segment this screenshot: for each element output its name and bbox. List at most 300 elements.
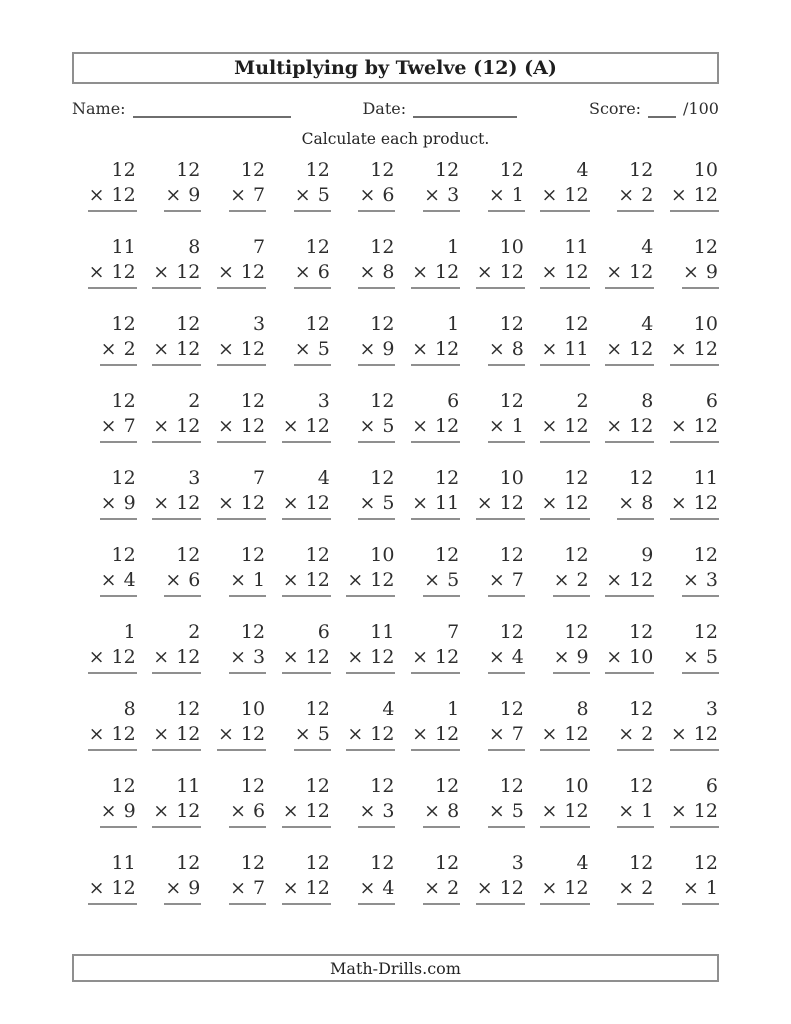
multiplication-problem [88, 697, 137, 774]
multiplier: 3 [705, 569, 718, 592]
multiplier-row [540, 876, 589, 905]
multiplier: 12 [693, 492, 718, 515]
multiplier-row [476, 491, 525, 520]
multiplication-problem [488, 543, 525, 620]
multiplicand: 12 [176, 159, 201, 181]
multiplicand: 12 [693, 852, 718, 874]
multiplication-problem [294, 697, 331, 774]
multiplicand: 6 [447, 390, 460, 412]
multiplicand: 12 [305, 159, 330, 181]
multiplier-row [100, 799, 137, 828]
multiplication-problem [670, 697, 719, 774]
multiplication-problem [682, 235, 719, 312]
multiplication-problem [423, 543, 460, 620]
multiplicand: 8 [641, 390, 654, 412]
multiplicand: 12 [370, 467, 395, 489]
answer-space [553, 597, 590, 615]
answer-space [488, 597, 525, 615]
multiplier: 12 [693, 723, 718, 746]
multiplicand: 12 [305, 852, 330, 874]
multiplicand: 12 [435, 159, 460, 181]
answer-space [152, 828, 201, 846]
multiplier: 12 [240, 492, 266, 515]
multiplier: 5 [382, 415, 395, 438]
answer-space [229, 212, 266, 230]
multiply-icon: × [606, 646, 623, 669]
multiplication-problem [229, 543, 266, 620]
multiplier: 6 [253, 800, 266, 823]
multiplier: 12 [499, 877, 524, 900]
name-field [72, 99, 291, 118]
multiplier-row [294, 337, 331, 366]
multiplication-problem [100, 312, 137, 389]
multiply-icon: × [476, 261, 493, 284]
answer-space [358, 289, 395, 307]
multiplier: 12 [564, 261, 589, 284]
answer-space [217, 443, 266, 461]
score-total: /100 [683, 99, 719, 118]
multiplier-row [164, 568, 201, 597]
multiplication-problem [670, 312, 719, 389]
multiplier: 12 [499, 261, 524, 284]
answer-space [100, 366, 137, 384]
multiplicand: 12 [435, 852, 460, 874]
multiply-icon: × [282, 492, 299, 515]
multiplicand: 10 [499, 236, 524, 258]
multiplicand: 3 [188, 467, 201, 489]
answer-space [294, 212, 331, 230]
multiplicand: 12 [564, 621, 589, 643]
multiplication-problem [476, 235, 525, 312]
multiplicand: 12 [499, 159, 524, 181]
multiplicand: 12 [240, 621, 266, 643]
multiply-icon: × [230, 646, 246, 669]
multiply-icon: × [294, 261, 311, 284]
multiplier: 12 [370, 723, 395, 746]
multiplier: 8 [447, 800, 460, 823]
answer-space [411, 751, 460, 769]
multiplier-row [346, 722, 395, 751]
answer-space [229, 828, 266, 846]
multiply-icon: × [100, 492, 117, 515]
multiplication-problem [152, 312, 201, 389]
multiplier-row [670, 414, 719, 443]
multiplier: 12 [305, 492, 330, 515]
multiplier-row [217, 337, 266, 366]
multiplicand: 10 [693, 313, 718, 335]
multiplication-problem [88, 158, 137, 235]
multiplication-problem [540, 697, 589, 774]
multiplication-problem [605, 389, 654, 466]
multiplication-problem [88, 235, 137, 312]
multiplication-problem [358, 312, 395, 389]
multiplication-problem [411, 235, 460, 312]
multiply-icon: × [282, 877, 299, 900]
multiply-icon: × [412, 492, 428, 515]
multiplicand: 12 [305, 544, 330, 566]
multiplier: 12 [564, 415, 589, 438]
multiplier: 2 [641, 877, 654, 900]
multiplier: 7 [511, 723, 524, 746]
multiplier-row [540, 260, 589, 289]
answer-space [152, 289, 201, 307]
multiplier-row [488, 414, 525, 443]
multiplication-problem [229, 158, 266, 235]
multiplication-problem [423, 158, 460, 235]
multiplication-problem [540, 466, 589, 543]
answer-space [229, 674, 266, 692]
multiplier-row [152, 414, 201, 443]
multiplier: 12 [240, 338, 266, 361]
multiplier: 12 [176, 800, 201, 823]
answer-space [540, 751, 589, 769]
answer-space [476, 520, 525, 538]
multiplier-row [605, 414, 654, 443]
multiplicand: 3 [253, 313, 266, 335]
multiplier: 12 [629, 415, 654, 438]
multiplier: 12 [111, 646, 136, 669]
answer-space [100, 828, 137, 846]
multiplier: 6 [317, 261, 330, 284]
multiply-icon: × [488, 569, 505, 592]
multiplier-row [358, 799, 395, 828]
multiplier-row [670, 337, 719, 366]
multiplication-problem [358, 389, 395, 466]
multiply-icon: × [282, 415, 299, 438]
multiply-icon: × [347, 569, 364, 592]
multiplier: 12 [111, 877, 136, 900]
multiplier: 7 [253, 184, 266, 207]
multiplier: 12 [435, 338, 460, 361]
multiplication-problem [411, 697, 460, 774]
answer-space [217, 366, 266, 384]
answer-space [670, 443, 719, 461]
multiplication-problem [553, 543, 590, 620]
multiplicand: 1 [447, 236, 460, 258]
multiplier: 11 [564, 338, 589, 361]
multiplier-row [152, 337, 201, 366]
multiplication-problem [229, 851, 266, 928]
answer-space [682, 674, 719, 692]
multiplier-row [423, 799, 460, 828]
answer-space [670, 520, 719, 538]
multiplicand: 1 [447, 698, 460, 720]
multiplicand: 12 [370, 390, 395, 412]
answer-space [682, 597, 719, 615]
multiplication-problem [682, 620, 719, 697]
multiplicand: 3 [317, 390, 330, 412]
answer-space [423, 905, 460, 923]
multiply-icon: × [618, 800, 635, 823]
multiplier: 12 [499, 492, 524, 515]
answer-space [488, 212, 525, 230]
multiply-icon: × [488, 646, 505, 669]
answer-space [488, 751, 525, 769]
answer-space [100, 597, 137, 615]
multiplier: 12 [240, 261, 266, 284]
answer-space [670, 751, 719, 769]
multiplication-problem [488, 389, 525, 466]
multiplication-problem [358, 466, 395, 543]
multiplier-row [617, 876, 654, 905]
multiplier-row [100, 337, 137, 366]
multiplier-row [152, 799, 201, 828]
multiplication-problem [294, 235, 331, 312]
multiplication-problem [553, 620, 590, 697]
multiply-icon: × [153, 492, 170, 515]
multiplier: 5 [317, 338, 330, 361]
multiplier-row [229, 183, 266, 212]
multiplicand: 12 [111, 467, 136, 489]
multiplicand: 12 [370, 159, 395, 181]
multiplication-problem [100, 466, 137, 543]
multiplier: 12 [111, 723, 136, 746]
answer-space [164, 597, 201, 615]
multiplier: 12 [240, 723, 266, 746]
multiplier-row [682, 645, 719, 674]
site-attribution: Math-Drills.com [330, 958, 461, 978]
multiplication-problem [540, 774, 589, 851]
multiplication-problem [605, 543, 654, 620]
multiply-icon: × [424, 800, 441, 823]
multiply-icon: × [670, 723, 687, 746]
multiplier-row [88, 722, 137, 751]
answer-space [346, 674, 395, 692]
multiplicand: 12 [370, 313, 395, 335]
multiplier-row [358, 337, 395, 366]
multiplier: 5 [317, 184, 330, 207]
multiplicand: 4 [317, 467, 330, 489]
multiplier: 9 [382, 338, 395, 361]
multiplicand: 7 [253, 467, 266, 489]
multiplication-problem [100, 389, 137, 466]
multiplier-row [476, 260, 525, 289]
multiplier-row [670, 491, 719, 520]
multiply-icon: × [88, 261, 105, 284]
title-box [72, 52, 719, 84]
multiplication-problem [540, 312, 589, 389]
multiplication-problem [152, 389, 201, 466]
multiplication-problem [294, 158, 331, 235]
multiply-icon: × [153, 800, 170, 823]
multiply-icon: × [412, 415, 428, 438]
multiplication-problem [488, 774, 525, 851]
multiplicand: 12 [629, 698, 654, 720]
multiplier-row [553, 645, 590, 674]
multiply-icon: × [488, 800, 505, 823]
multiplier-row [423, 876, 460, 905]
answer-space [682, 905, 719, 923]
answer-space [605, 443, 654, 461]
multiplication-problem [411, 389, 460, 466]
multiplicand: 10 [499, 467, 524, 489]
multiplicand: 7 [253, 236, 266, 258]
answer-space [358, 366, 395, 384]
answer-space [152, 751, 201, 769]
multiplier-row [229, 645, 266, 674]
multiplication-problem [152, 774, 201, 851]
multiply-icon: × [682, 646, 699, 669]
multiplier-row [217, 414, 266, 443]
multiplier: 7 [123, 415, 136, 438]
multiplier-row [282, 645, 331, 674]
multiplier-row [488, 183, 525, 212]
multiplier: 6 [188, 569, 201, 592]
answer-space [152, 366, 201, 384]
multiplicand: 12 [435, 467, 460, 489]
multiplier: 7 [511, 569, 524, 592]
multiplier: 12 [629, 338, 654, 361]
multiplication-problem [152, 697, 201, 774]
multiply-icon: × [217, 261, 234, 284]
multiplicand: 8 [188, 236, 201, 258]
multiplier-row [617, 491, 654, 520]
answer-space [540, 443, 589, 461]
multiply-icon: × [606, 261, 623, 284]
multiplier: 5 [511, 800, 524, 823]
multiplication-problem [358, 235, 395, 312]
multiply-icon: × [670, 338, 687, 361]
multiplier-row [152, 645, 201, 674]
multiply-icon: × [100, 338, 117, 361]
multiplication-problem [617, 774, 654, 851]
multiplication-problem [346, 697, 395, 774]
multiplicand: 11 [370, 621, 395, 643]
multiply-icon: × [670, 184, 687, 207]
multiplier-row [488, 645, 525, 674]
multiplier: 11 [435, 492, 460, 515]
multiplication-problem [540, 851, 589, 928]
multiplier-row [682, 876, 719, 905]
multiply-icon: × [424, 877, 441, 900]
multiplier-row [488, 568, 525, 597]
multiplicand: 1 [447, 313, 460, 335]
multiplier: 2 [576, 569, 589, 592]
multiplier-row [88, 260, 137, 289]
multiplier-row [282, 876, 331, 905]
name-blank-line [133, 100, 291, 118]
multiplication-problem [346, 620, 395, 697]
multiply-icon: × [230, 877, 246, 900]
multiplier-row [358, 876, 395, 905]
multiplier-row [411, 337, 460, 366]
answer-space [282, 520, 331, 538]
multiply-icon: × [412, 723, 428, 746]
multiplier: 12 [305, 415, 330, 438]
multiplicand: 4 [576, 159, 589, 181]
multiplicand: 12 [111, 390, 136, 412]
answer-space [217, 751, 266, 769]
answer-space [294, 366, 331, 384]
answer-space [411, 366, 460, 384]
multiplicand: 12 [111, 775, 136, 797]
multiplication-problem [346, 543, 395, 620]
multiply-icon: × [153, 646, 170, 669]
multiplicand: 10 [564, 775, 589, 797]
multiplier-row [229, 799, 266, 828]
multiplier-row [540, 799, 589, 828]
multiplier-row [100, 491, 137, 520]
answer-space [358, 520, 395, 538]
multiply-icon: × [670, 415, 687, 438]
multiplication-problem [540, 389, 589, 466]
multiplier-row [217, 260, 266, 289]
multiplicand: 9 [641, 544, 654, 566]
multiplier-row [88, 645, 137, 674]
multiplicand: 12 [499, 775, 524, 797]
multiplication-problem [282, 851, 331, 928]
answer-space [88, 289, 137, 307]
multiplicand: 12 [111, 544, 136, 566]
multiply-icon: × [541, 723, 558, 746]
multiplier: 12 [564, 492, 589, 515]
multiplier: 1 [511, 184, 524, 207]
multiplicand: 12 [370, 236, 395, 258]
answer-space [423, 212, 460, 230]
multiplication-problem [411, 312, 460, 389]
multiplication-problem [617, 158, 654, 235]
multiplication-problem [164, 851, 201, 928]
multiplier-row [553, 568, 590, 597]
multiplier-row [682, 260, 719, 289]
answer-space [540, 212, 589, 230]
multiplier-row [88, 183, 137, 212]
multiplier-row [605, 568, 654, 597]
multiplicand: 12 [629, 775, 654, 797]
multiplicand: 12 [176, 852, 201, 874]
answer-space [229, 597, 266, 615]
multiply-icon: × [347, 723, 364, 746]
multiplier-row [488, 722, 525, 751]
multiplication-problem [152, 466, 201, 543]
multiplicand: 6 [705, 390, 718, 412]
multiplier-row [670, 722, 719, 751]
multiplicand: 12 [629, 852, 654, 874]
multiplier-row [152, 722, 201, 751]
multiply-icon: × [100, 800, 117, 823]
multiplicand: 12 [111, 313, 136, 335]
answer-space [411, 443, 460, 461]
answer-space [617, 520, 654, 538]
multiplication-problem [358, 774, 395, 851]
answer-space [540, 520, 589, 538]
multiplication-problem [100, 774, 137, 851]
multiplication-problem [88, 620, 137, 697]
multiplicand: 2 [188, 390, 201, 412]
multiplier-row [358, 491, 395, 520]
multiplication-problem [476, 851, 525, 928]
multiplier: 12 [435, 723, 460, 746]
multiplication-problem [164, 543, 201, 620]
multiplier: 12 [111, 184, 136, 207]
multiplier-row [152, 260, 201, 289]
multiplicand: 10 [693, 159, 718, 181]
answer-space [346, 597, 395, 615]
answer-space [540, 905, 589, 923]
multiply-icon: × [153, 415, 170, 438]
multiply-icon: × [282, 800, 299, 823]
answer-space [164, 212, 201, 230]
multiply-icon: × [294, 184, 311, 207]
multiplicand: 12 [693, 544, 718, 566]
answer-space [358, 212, 395, 230]
multiplicand: 12 [629, 467, 654, 489]
multiplier: 5 [447, 569, 460, 592]
multiplier: 12 [564, 184, 589, 207]
multiplier: 10 [629, 646, 654, 669]
multiplication-problem [217, 312, 266, 389]
multiplication-problem [488, 697, 525, 774]
